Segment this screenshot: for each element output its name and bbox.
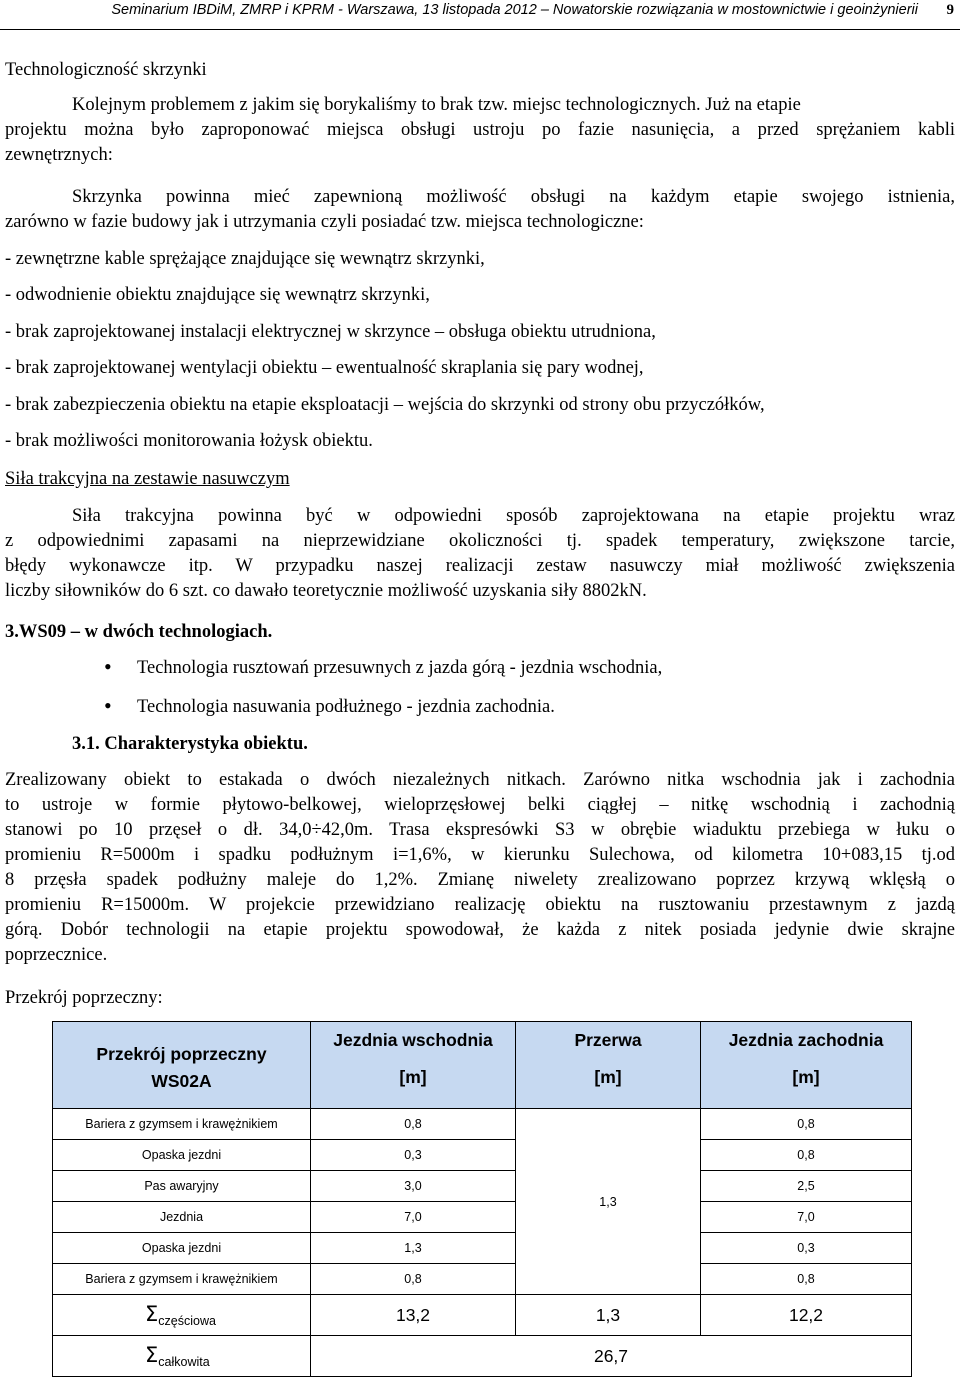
bullet-item: Technologia rusztowań przesuwnych z jazda górą - jezdnia wschodnia, [137, 658, 663, 678]
paragraph-line: promieniu R=15000m. W projekcie przewidziano realizację obiektu na rusztowaniu przestawnym z jazdą [5, 895, 955, 915]
header-cell: Jezdnia zachodnia [m] [701, 1022, 912, 1109]
page-number: 9 [946, 2, 954, 18]
bullet-icon: • [104, 654, 112, 679]
page-header [0, 0, 960, 30]
paragraph-line: zarówno w fazie budowy jak i utrzymania czyli posiadać tzw. miejsca technologiczne: [5, 212, 644, 232]
bullet-icon: • [104, 693, 112, 718]
table-caption: Przekrój poprzeczny: [5, 988, 163, 1008]
list-item: - brak zabezpieczenia obiektu na etapie eksploatacji – wejścia do skrzynki od strony obu przyczółków, [5, 395, 765, 415]
table-row: Opaska jezdni 1,3 0,3 [53, 1233, 912, 1264]
header-cell: Przerwa [m] [516, 1022, 701, 1109]
paragraph-line: Siła trakcyjna powinna być w odpowiedni sposób zaprojektowana na etapie projektu wraz [72, 506, 955, 526]
section-heading-technologicznosc: Technologiczność skrzynki [5, 60, 207, 80]
paragraph-line: błędy wykonawcze itp. W przypadku naszej realizacji zestaw nasuwczy miał możliwość zwiększenia [5, 556, 955, 576]
partial-sum-row: $\Sigma_{częściowa}$ 13,2 1,3 12,2 [53, 1295, 912, 1336]
list-item: - brak zaprojektowanej wentylacji obiektu – ewentualność skraplania się pary wodnej, [5, 358, 644, 378]
paragraph-line: liczby siłowników do 6 szt. co dawało teoretycznie możliwość uzyskania siły 8802kN. [5, 581, 647, 601]
paragraph-line: poprzecznice. [5, 945, 108, 965]
paragraph-line: górą. Dobór technologii na etapie projektu spowodował, że każda z nitek posiada jedynie dwie skrajne [5, 920, 955, 940]
cross-section-table [52, 1021, 912, 1377]
paragraph-line: stanowi po 10 przęseł o dł. 34,0÷42,0m. Trasa ekspresówki S3 w obrębie wiaduktu przebiega w łuku o [5, 820, 955, 840]
paragraph-line: Skrzynka powinna mieć zapewnioną możliwość obsługi na każdym etapie swojego istnienia, [72, 187, 955, 207]
list-item: - zewnętrzne kable sprężające znajdujące się wewnątrz skrzynki, [5, 249, 485, 269]
table-row: Bariera z gzymsem i krawężnikiem 0,8 0,8 [53, 1264, 912, 1295]
paragraph-line: projektu można było zaproponować miejsca obsługi ustroju po fazie nasunięcia, a przed sprężaniem kabli [5, 120, 955, 140]
paragraph-line: to ustroje w formie płytowo-belkowej, wieloprzęsłowej belki ciągłej – nitkę wschodnią i zachodnią [5, 795, 955, 815]
paragraph-line: promieniu R=5000m i spadku podłużnym i=1,6%, w kierunku Sulechowa, od kilometra 10+083,15 tj.od [5, 845, 955, 865]
total-sum-row: $\Sigma_{całkowita}$ 26,7 [53, 1336, 912, 1377]
paragraph-line: zewnętrznych: [5, 145, 113, 165]
table-row: Opaska jezdni 0,3 0,8 [53, 1140, 912, 1171]
table-row: Bariera z gzymsem i krawężnikiem 0,8 1,3 0,8 [53, 1109, 912, 1140]
table-row: Jezdnia 7,0 7,0 [53, 1202, 912, 1233]
sum-symbol: Σ [145, 1302, 159, 1326]
section-heading-ws09: 3.WS09 – w dwóch technologiach. [5, 622, 273, 642]
subsection-heading: 3.1. Charakterystyka obiektu. [72, 734, 308, 754]
paragraph-line: Zrealizowany obiekt to estakada o dwóch niezależnych nitkach. Zarówno nitka wschodnia jak i zachodnia [5, 770, 955, 790]
paragraph-line: z odpowiednimi zapasami na nieprzewidziane okoliczności tj. spadek temperatury, zwiększone tarcie, [5, 531, 955, 551]
header-cell: Przekrój poprzeczny WS02A [53, 1022, 311, 1109]
running-title: Seminarium IBDiM, ZMRP i KPRM - Warszawa, 13 listopada 2012 – Nowatorskie rozwiązania w mostownictwie i geoinżynierii [111, 2, 918, 18]
sum-symbol: Σ [145, 1343, 159, 1367]
list-item: - odwodnienie obiektu znajdujące się wewnątrz skrzynki, [5, 285, 430, 305]
header-cell: Jezdnia wschodnia [m] [311, 1022, 516, 1109]
bullet-item: Technologia nasuwania podłużnego - jezdnia zachodnia. [137, 697, 555, 717]
list-item: - brak możliwości monitorowania łożysk obiektu. [5, 431, 373, 451]
table-row: Pas awaryjny 3,0 2,5 [53, 1171, 912, 1202]
paragraph-line: Kolejnym problemem z jakim się borykaliśmy to brak tzw. miejsc technologicznych. Już na etapie [72, 95, 801, 115]
total-value: 26,7 [311, 1336, 912, 1377]
paragraph-line: 8 przęsła spadek podłużny maleje do 1,2%. Zmianę niwelety zrealizowano poprzez krzywą wklęsłą o [5, 870, 955, 890]
section-heading-sila-trakcyjna: Siła trakcyjna na zestawie nasuwczym [5, 469, 290, 489]
list-item: - brak zaprojektowanej instalacji elektrycznej w skrzynce – obsługa obiektu utrudniona, [5, 322, 656, 342]
gap-width-cell: 1,3 [516, 1109, 701, 1295]
